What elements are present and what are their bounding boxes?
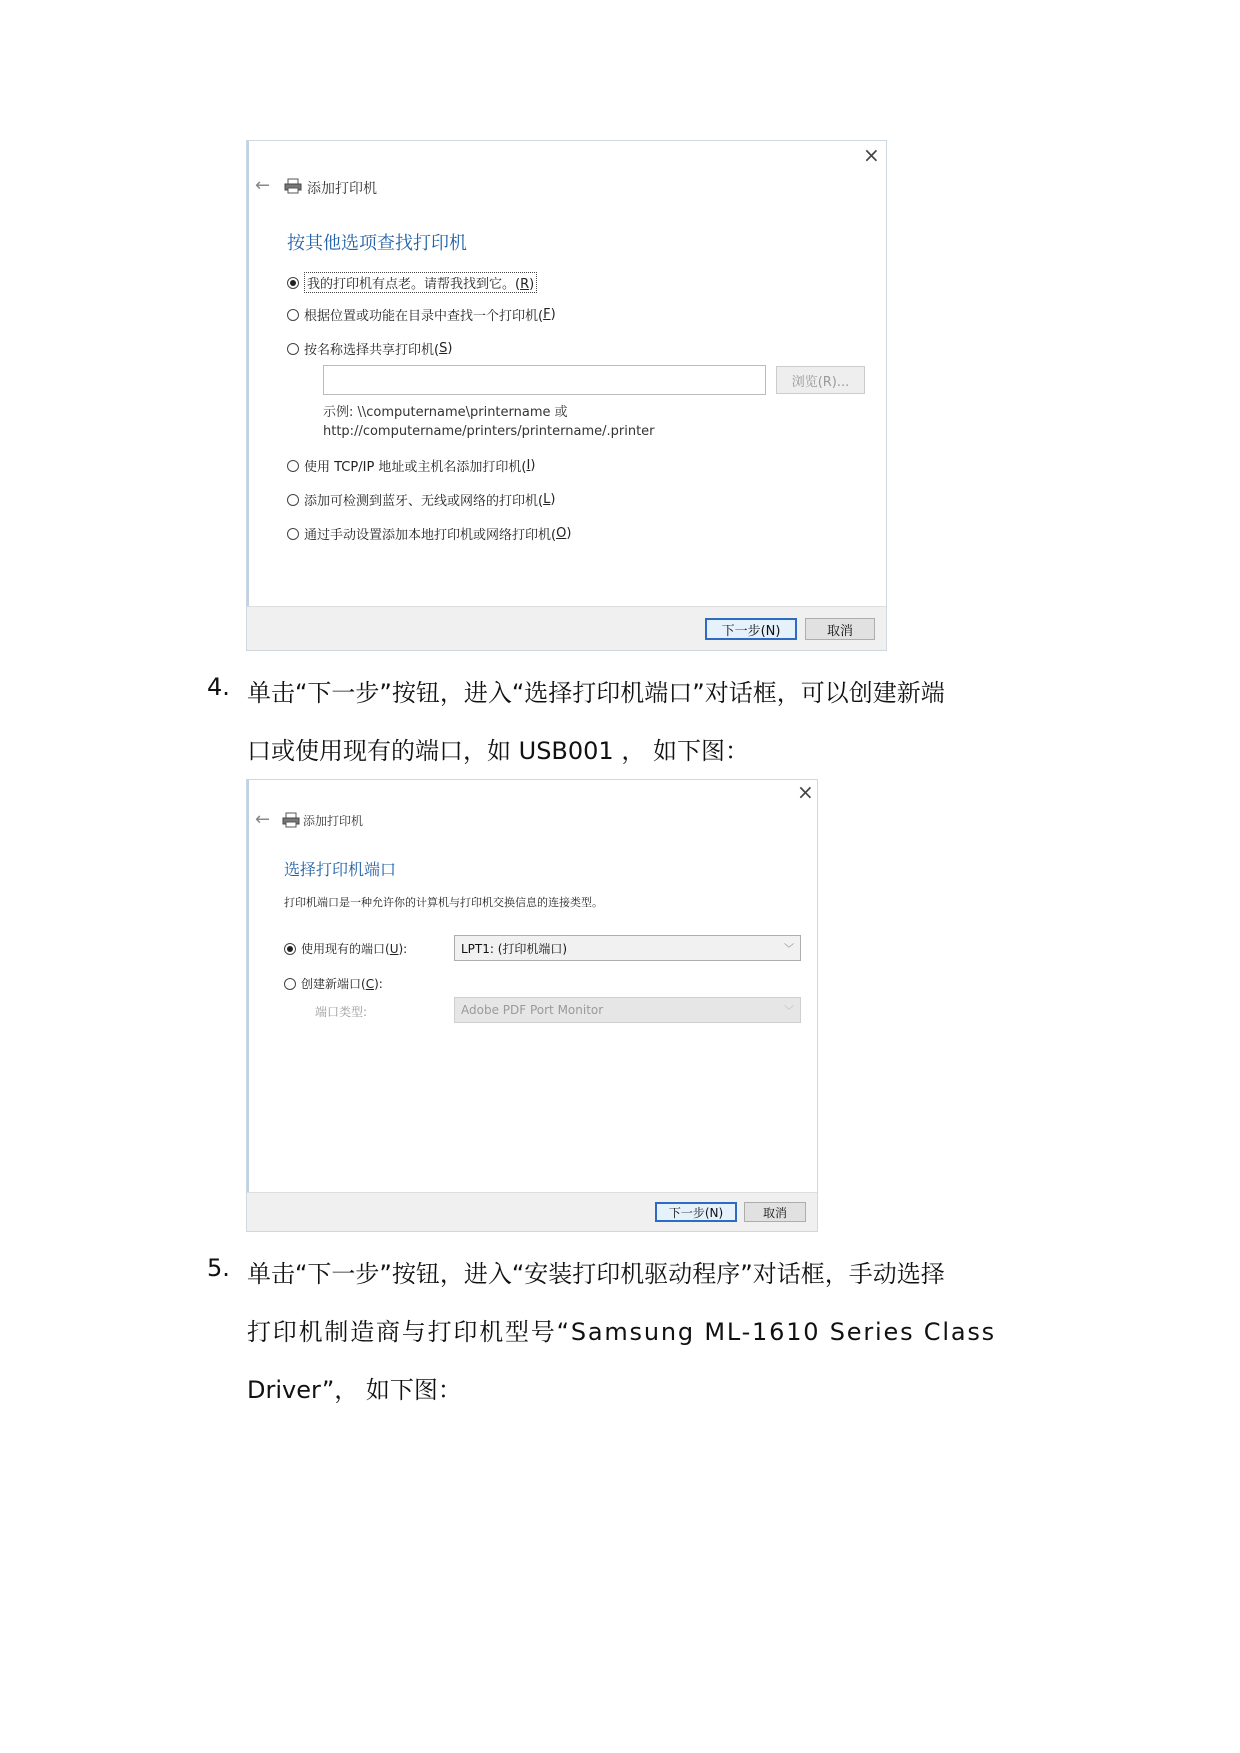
radio-shared-by-name[interactable]: [287, 343, 299, 355]
option-label-end: ): [550, 307, 556, 322]
radio-old-printer[interactable]: [287, 277, 299, 289]
dialog-edge: [247, 780, 249, 1231]
dialog-title: 添加打印机: [303, 814, 364, 828]
step-number-4: 4.: [207, 673, 230, 701]
option-label: 使用 TCP/IP 地址或主机名添加打印机(: [304, 460, 527, 475]
option-label: 我的打印机有点老。请帮我找到它。(: [307, 277, 521, 292]
example-line-1: 示例: \\computername\printername 或: [323, 405, 568, 420]
next-button[interactable]: 下一步(N): [655, 1202, 737, 1222]
next-button[interactable]: 下一步(N): [705, 618, 797, 640]
option-label: 通过手动设置添加本地打印机或网络打印机(: [304, 528, 557, 543]
dialog-footer: [247, 1192, 817, 1231]
option-create-new-port[interactable]: [284, 975, 383, 992]
radio-create-new-port[interactable]: [284, 978, 296, 990]
option-directory-search[interactable]: [287, 305, 556, 324]
option-use-existing-port[interactable]: [284, 940, 407, 957]
option-key: R: [520, 277, 530, 292]
radio-tcpip[interactable]: [287, 460, 299, 472]
option-key: C: [365, 976, 375, 991]
radio-bluetooth-wireless[interactable]: [287, 494, 299, 506]
option-label-end: ):: [374, 976, 383, 991]
option-label-end: ):: [398, 941, 408, 956]
option-label: 添加可检测到蓝牙、无线或网络的打印机(: [304, 494, 544, 509]
dialog-heading: 选择打印机端口: [284, 860, 397, 879]
port-type-select[interactable]: [454, 997, 801, 1023]
dialog-title: 添加打印机: [307, 181, 377, 197]
example-text: [323, 403, 655, 441]
option-label-end: ): [530, 458, 536, 473]
add-printer-dialog-choose-port: [246, 779, 818, 1232]
step4-line-2: 口或使用现有的端口，如 USB001 ， 如下图：: [247, 737, 749, 765]
back-arrow-icon[interactable]: ←: [255, 175, 271, 196]
option-tcpip[interactable]: [287, 456, 535, 475]
chevron-down-icon: ﹀: [784, 1005, 794, 1017]
port-type-label: 端口类型:: [315, 1005, 368, 1019]
option-key: F: [543, 307, 551, 322]
close-icon[interactable]: ×: [797, 780, 814, 804]
option-key: S: [439, 341, 448, 356]
option-key: U: [389, 941, 399, 956]
dialog-edge: [247, 141, 249, 650]
step-number-5: 5.: [207, 1254, 230, 1282]
radio-manual-settings[interactable]: [287, 528, 299, 540]
cancel-button[interactable]: 取消: [744, 1202, 806, 1222]
cancel-button[interactable]: 取消: [805, 618, 875, 640]
back-arrow-icon[interactable]: ←: [255, 809, 271, 830]
printer-icon: [282, 812, 300, 828]
step5-line-3: Driver”， 如下图：: [247, 1376, 462, 1404]
option-label: 按名称选择共享打印机(: [304, 343, 440, 358]
port-type-value: Adobe PDF Port Monitor: [461, 1003, 604, 1017]
option-label: 根据位置或功能在目录中查找一个打印机(: [304, 309, 544, 324]
add-printer-dialog-find-options: [246, 140, 887, 651]
chevron-down-icon: ﹀: [784, 943, 794, 955]
option-key: O: [556, 526, 567, 541]
dialog-footer: [247, 606, 886, 650]
existing-port-select[interactable]: [454, 935, 801, 961]
shared-printer-name-input[interactable]: [323, 365, 766, 395]
option-key: L: [543, 492, 551, 507]
printer-icon: [284, 178, 302, 194]
option-label: 创建新端口(: [301, 977, 366, 991]
radio-directory-search[interactable]: [287, 309, 299, 321]
option-label-end: ): [550, 492, 556, 507]
option-shared-by-name[interactable]: [287, 339, 452, 358]
option-key: I: [526, 458, 531, 473]
option-label: 使用现有的端口(: [301, 942, 390, 956]
browse-button[interactable]: 浏览(R)...: [776, 366, 865, 394]
close-icon[interactable]: ×: [863, 143, 880, 167]
radio-use-existing-port[interactable]: [284, 943, 296, 955]
option-old-printer[interactable]: [287, 272, 537, 293]
dialog-heading: 按其他选项查找打印机: [287, 233, 467, 254]
option-label-end: ): [529, 277, 535, 292]
option-label-end: ): [566, 526, 572, 541]
option-manual-settings[interactable]: [287, 524, 571, 543]
step4-line-1: 单击“下一步”按钮，进入“选择打印机端口”对话框，可以创建新端: [247, 679, 945, 707]
step5-line-1: 单击“下一步”按钮，进入“安装打印机驱动程序”对话框，手动选择: [247, 1260, 945, 1288]
option-label-end: ): [447, 341, 453, 356]
example-line-2: http://computername/printers/printername/.printer: [323, 424, 655, 439]
port-description: 打印机端口是一种允许你的计算机与打印机交换信息的连接类型。: [284, 896, 603, 909]
existing-port-value: LPT1: (打印机端口): [461, 941, 568, 956]
step5-line-2: 打印机制造商与打印机型号“Samsung ML-1610 Series Class: [247, 1318, 996, 1346]
option-bluetooth-wireless[interactable]: [287, 490, 555, 509]
